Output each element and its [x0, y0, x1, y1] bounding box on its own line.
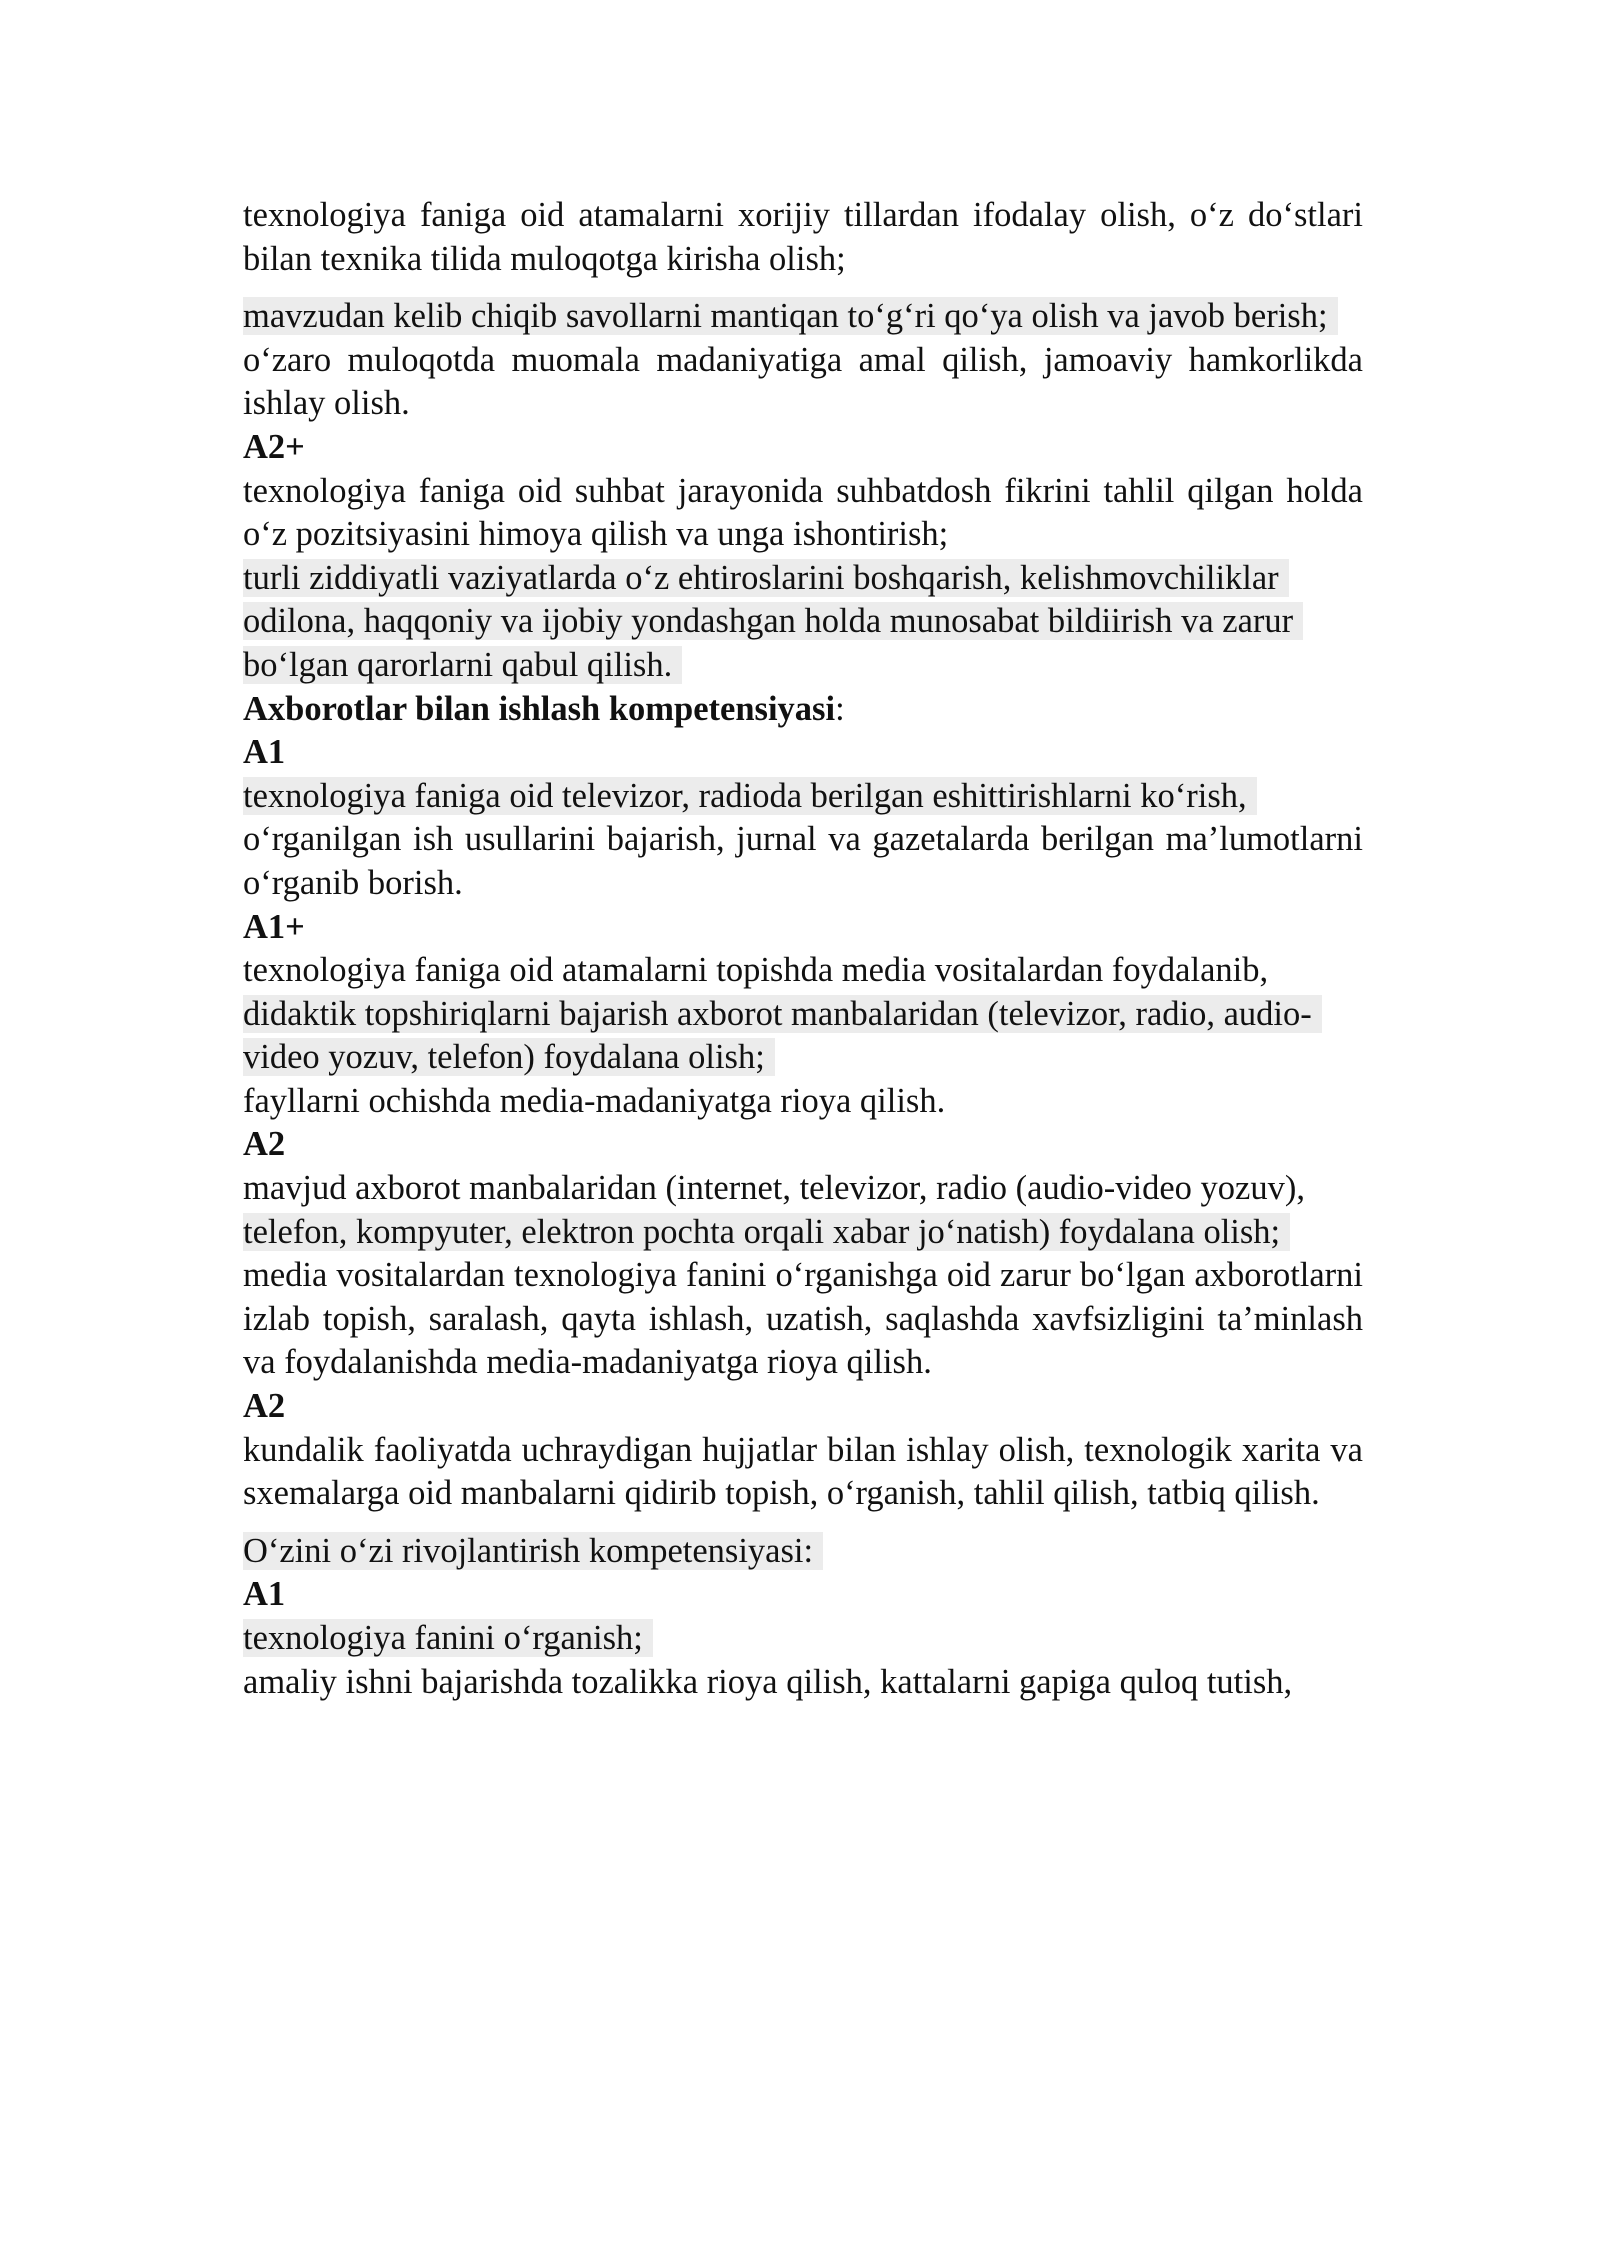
highlighted-text: O‘zini o‘zi rivojlantirish kompetensiyasi: [243, 1532, 823, 1570]
section-heading-information-text: Axborotlar bilan ishlash kompetensiyasi [243, 689, 836, 728]
paragraph-study [243, 1617, 1363, 1661]
paragraph-foreign-terms: texnologiya faniga oid atamalarni xorijiy tillardan ifodalay olish, o‘z do‘stlari bilan texnika tilida muloqotga kirisha olish; [243, 196, 1363, 278]
level-label-a2-second: A2 [243, 1387, 286, 1426]
highlighted-text: turli ziddiyatli vaziyatlarda o‘z ehtiroslarini boshqarish, kelishmovchiliklar odilona, haqqoniy va ijobiy yondashgan holda munosabat bildiirish va zarur bo‘lgan qarorlarni qabul qilish. [243, 559, 1303, 684]
highlighted-text: texnologiya faniga oid televizor, radioda berilgan eshittirishlarni ko‘rish, [243, 777, 1257, 815]
paragraph-media-terms: texnologiya faniga oid atamalarni topishda media vositalardan foydalanib, [243, 951, 1269, 990]
paragraph-documents: kundalik faoliyatda uchraydigan hujjatlar bilan ishlay olish, texnologik xarita va sxemalarga oid manbalarni qidirib topish, o‘rganish, tahlil qilish, tatbiq qilish. [243, 1430, 1363, 1513]
section-heading-colon: : [835, 689, 845, 728]
paragraph-didactic-tasks [243, 993, 1363, 1080]
paragraph-phone-email [243, 1211, 1363, 1255]
paragraph-work-methods: o‘rganilgan ish usullarini bajarish, jurnal va gazetalarda berilgan ma’lumotlarni o‘rganib borish. [243, 820, 1363, 902]
paragraph-questions [243, 295, 1363, 339]
highlighted-text: texnologiya fanini o‘rganish; [243, 1619, 653, 1657]
paragraph-tv-radio [243, 775, 1363, 819]
level-label-a2: A2 [243, 1125, 286, 1164]
level-label-a1: A1 [243, 733, 286, 772]
section-heading-information [243, 688, 1363, 732]
paragraph-media-safety: media vositalardan texnologiya fanini o‘rganishga oid zarur bo‘lgan axborotlarni izlab topish, saralash, qayta ishlash, uzatish, saqlashda xavfsizligini ta’minlash va foydalanishda media-madaniyatga rioya qilish. [243, 1256, 1363, 1382]
paragraph-communication-culture: o‘zaro muloqotda muomala madaniyatiga amal qilish, jamoaviy hamkorlikda ishlay olish. [243, 340, 1363, 423]
document-page [243, 194, 1363, 1704]
level-label-a2plus: A2+ [243, 427, 305, 466]
paragraph-conflicts [243, 557, 1363, 688]
level-label-a1plus: A1+ [243, 907, 305, 946]
paragraph-discussion: texnologiya faniga oid suhbat jarayonida suhbatdosh fikrini tahlil qilgan holda o‘z pozitsiyasini himoya qilish va unga ishontirish; [243, 471, 1363, 554]
level-label-a1-second: A1 [243, 1575, 286, 1614]
highlighted-text: mavzudan kelib chiqib savollarni mantiqan to‘g‘ri qo‘ya olish va javob berish; [243, 297, 1338, 335]
highlighted-text: didaktik topshiriqlarni bajarish axborot manbalaridan (televizor, radio, audio-video yozuv, telefon) foydalana olish; [243, 995, 1322, 1077]
paragraph-info-sources: mavjud axborot manbalaridan (internet, televizor, radio (audio-video yozuv), [243, 1169, 1305, 1208]
paragraph-practical-work: amaliy ishni bajarishda tozalikka rioya qilish, kattalarni gapiga quloq tutish, [243, 1662, 1293, 1701]
highlighted-text: telefon, kompyuter, elektron pochta orqali xabar jo‘natish) foydalana olish; [243, 1213, 1290, 1251]
paragraph-files: fayllarni ochishda media-madaniyatga rioya qilish. [243, 1081, 946, 1120]
section-heading-self-development [243, 1530, 1363, 1574]
